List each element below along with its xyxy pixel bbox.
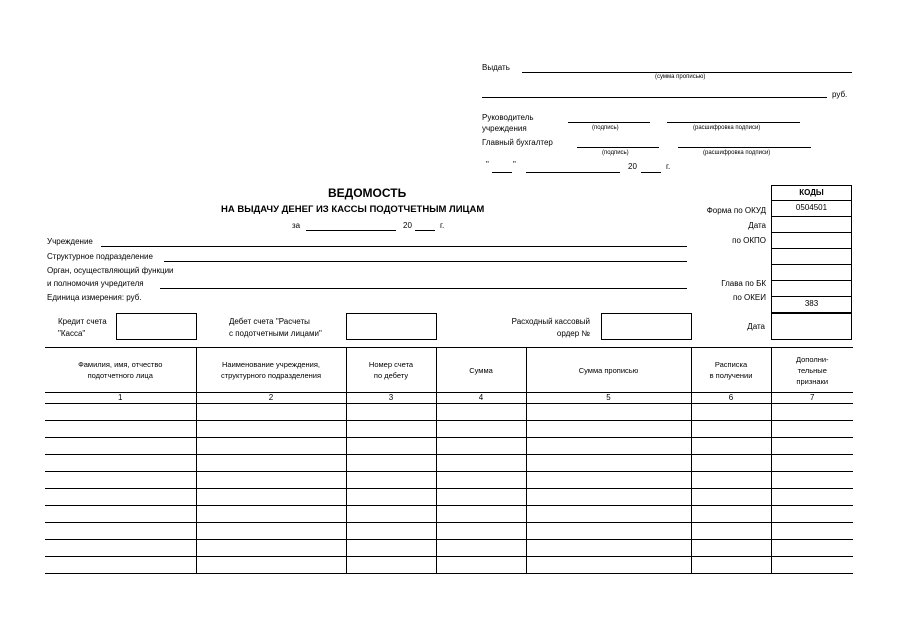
debit-label-2: с подотчетными лицами" (229, 329, 322, 338)
unit-label: Единица измерения: руб. (47, 293, 142, 302)
table-cell[interactable] (196, 506, 346, 523)
table-cell[interactable] (45, 506, 196, 523)
column-number: 6 (691, 393, 771, 404)
table-cell[interactable] (196, 523, 346, 540)
table-cell[interactable] (526, 557, 691, 574)
table-cell[interactable] (771, 540, 853, 557)
col-header-extra (771, 348, 853, 393)
institution-label: Учреждение (47, 237, 93, 246)
column-number: 7 (771, 393, 853, 404)
table-cell[interactable] (45, 523, 196, 540)
table-cell[interactable] (771, 438, 853, 455)
table-row (45, 523, 853, 540)
table-row (45, 489, 853, 506)
col7-line-b: тельные (797, 365, 827, 375)
table-cell[interactable] (45, 455, 196, 472)
sum-words-line[interactable] (482, 97, 827, 98)
table-cell[interactable] (196, 489, 346, 506)
table-cell[interactable] (691, 438, 771, 455)
head-signature-line[interactable] (568, 122, 650, 123)
issue-label: Выдать (482, 63, 510, 72)
okpo-code[interactable] (772, 232, 851, 248)
table-cell[interactable] (346, 438, 436, 455)
approval-month-line[interactable] (526, 172, 620, 173)
table-cell[interactable] (771, 523, 853, 540)
table-cell[interactable] (691, 557, 771, 574)
okei-label: по ОКЕИ (733, 293, 766, 302)
table-cell[interactable] (526, 472, 691, 489)
table-cell[interactable] (436, 506, 526, 523)
column-numbers-row (45, 393, 853, 404)
institution-line[interactable] (101, 246, 687, 247)
okud-code[interactable]: 0504501 (772, 200, 851, 216)
document-subtitle: НА ВЫДАЧУ ДЕНЕГ ИЗ КАССЫ ПОДОТЧЕТНЫМ ЛИЦАМ (221, 204, 485, 215)
codes-table (771, 185, 852, 313)
table-cell[interactable] (526, 540, 691, 557)
table-cell[interactable] (45, 489, 196, 506)
blank-code[interactable] (772, 248, 851, 264)
approval-year-line[interactable] (641, 172, 661, 173)
table-cell[interactable] (526, 438, 691, 455)
table-cell[interactable] (691, 489, 771, 506)
col6-line-a: Расписка (714, 360, 748, 369)
table-cell[interactable] (436, 472, 526, 489)
table-cell[interactable] (526, 523, 691, 540)
approval-day-line[interactable] (492, 172, 512, 173)
table-cell[interactable] (45, 472, 196, 489)
col1-line-b: подотчетного лица (87, 371, 153, 380)
table-row (45, 506, 853, 523)
table-cell[interactable] (346, 455, 436, 472)
table-cell[interactable] (526, 455, 691, 472)
column-number: 4 (436, 393, 526, 404)
column-number: 1 (45, 393, 196, 404)
codes-header: КОДЫ (799, 188, 824, 197)
authority-label-1: Орган, осуществляющий функции (47, 266, 174, 275)
issue-sum-line[interactable] (522, 72, 852, 73)
debit-label-1: Дебет счета "Расчеты (229, 317, 310, 326)
signature-caption-2: (подпись) (602, 150, 629, 156)
table-cell[interactable] (436, 404, 526, 421)
sum-words-caption: (сумма прописью) (655, 74, 706, 80)
table-cell[interactable] (771, 421, 853, 438)
table-cell[interactable] (196, 404, 346, 421)
table-cell[interactable] (436, 557, 526, 574)
table-cell[interactable] (771, 404, 853, 421)
document-title: ВЕДОМОСТЬ (328, 186, 407, 200)
col-header-institution (196, 348, 346, 393)
table-cell[interactable] (196, 472, 346, 489)
table-row (45, 557, 853, 574)
table-cell[interactable] (771, 472, 853, 489)
table-cell[interactable] (771, 489, 853, 506)
table-cell[interactable] (771, 455, 853, 472)
table-cell[interactable] (346, 557, 436, 574)
col-header-receipt (691, 348, 771, 393)
table-cell[interactable] (436, 421, 526, 438)
head-decoding-line[interactable] (667, 122, 800, 123)
table-cell[interactable] (196, 438, 346, 455)
subdivision-line[interactable] (164, 261, 687, 262)
table-row (45, 404, 853, 421)
head-label-1: Руководитель (482, 113, 534, 122)
table-cell[interactable] (691, 472, 771, 489)
table-cell[interactable] (691, 421, 771, 438)
col3-line-b: по дебету (373, 371, 409, 380)
table-cell[interactable] (436, 438, 526, 455)
col7-line-a: Дополни- (795, 354, 829, 364)
credit-account-box[interactable] (116, 313, 197, 340)
table-header-row (45, 348, 853, 393)
period-month-line[interactable] (306, 230, 396, 231)
table-cell[interactable] (691, 455, 771, 472)
debit-account-box[interactable] (346, 313, 437, 340)
col1-line-a: Фамилия, имя, отчество (78, 360, 163, 369)
table-cell[interactable] (436, 455, 526, 472)
col-header-sum: Сумма (436, 348, 526, 393)
table-cell[interactable] (346, 540, 436, 557)
table-cell[interactable] (691, 523, 771, 540)
column-number: 2 (196, 393, 346, 404)
period-for-label: за (292, 221, 301, 230)
table-cell[interactable] (45, 421, 196, 438)
column-number: 3 (346, 393, 436, 404)
order-date-box[interactable] (771, 313, 852, 340)
table-row (45, 540, 853, 557)
table-cell[interactable] (45, 438, 196, 455)
col-header-sum-words: Сумма прописью (526, 348, 691, 393)
table-cell[interactable] (346, 421, 436, 438)
table-cell[interactable] (526, 506, 691, 523)
chief-accountant-label: Главный бухгалтер (482, 138, 553, 147)
col7-line-c: признаки (796, 376, 829, 386)
period-year-suffix: г. (440, 221, 445, 230)
authority-label-2: и полномочия учредителя (47, 279, 144, 288)
okpo-label: по ОКПО (732, 236, 766, 245)
bk-label: Глава по БК (721, 279, 766, 288)
table-cell[interactable] (196, 540, 346, 557)
accountant-signature-line[interactable] (577, 147, 659, 148)
col-header-account (346, 348, 436, 393)
table-cell[interactable] (691, 506, 771, 523)
table-cell[interactable] (346, 506, 436, 523)
table-cell[interactable] (346, 404, 436, 421)
col3-line-a: Номер счета (368, 360, 414, 369)
bk-code[interactable] (772, 280, 851, 296)
signature-caption: (подпись) (592, 125, 619, 131)
table-cell[interactable] (45, 404, 196, 421)
table-cell[interactable] (526, 404, 691, 421)
date-label: Дата (748, 221, 766, 230)
table-cell[interactable] (436, 489, 526, 506)
order-label-1: Расходный кассовый (511, 317, 590, 326)
table-cell[interactable] (526, 489, 691, 506)
approval-year-prefix: 20 (628, 162, 637, 171)
rub-label: руб. (832, 90, 848, 99)
period-year-line[interactable] (415, 230, 435, 231)
order-label-2: ордер № (556, 329, 590, 338)
table-cell[interactable] (691, 540, 771, 557)
order-date-label: Дата (747, 322, 765, 331)
okei-code[interactable]: 383 (772, 296, 851, 312)
okud-label: Форма по ОКУД (706, 206, 766, 215)
accountant-decoding-line[interactable] (678, 147, 811, 148)
head-label-2: учреждения (482, 124, 527, 133)
table-cell[interactable] (196, 421, 346, 438)
decoding-caption-2: (расшифровка подписи) (703, 150, 771, 156)
column-number: 5 (526, 393, 691, 404)
table-row (45, 472, 853, 489)
col6-line-b: в получении (709, 371, 753, 380)
table-cell[interactable] (771, 557, 853, 574)
table-row (45, 421, 853, 438)
approval-year-suffix: г. (666, 162, 671, 171)
period-year-prefix: 20 (403, 221, 412, 230)
order-number-box[interactable] (601, 313, 692, 340)
table-cell[interactable] (45, 557, 196, 574)
table-cell[interactable] (346, 523, 436, 540)
table-cell[interactable] (436, 523, 526, 540)
table-row (45, 438, 853, 455)
col2-line-b: структурного подразделения (220, 371, 322, 380)
table-cell[interactable] (691, 404, 771, 421)
credit-label-2: "Касса" (58, 329, 86, 338)
date-code[interactable] (772, 216, 851, 232)
col-header-name (45, 348, 196, 393)
col2-line-a: Наименование учреждения, (221, 360, 321, 369)
table-cell[interactable] (196, 557, 346, 574)
authority-line[interactable] (160, 288, 687, 289)
blank-code-2[interactable] (772, 264, 851, 280)
table-cell[interactable] (436, 540, 526, 557)
date-quote-open: " (486, 160, 489, 169)
credit-label-1: Кредит счета (58, 317, 107, 326)
table-row (45, 455, 853, 472)
subdivision-label: Структурное подразделение (47, 252, 153, 261)
decoding-caption-1: (расшифровка подписи) (693, 125, 761, 131)
table-cell[interactable] (346, 472, 436, 489)
table-cell[interactable] (346, 489, 436, 506)
date-quote-close: " (513, 160, 516, 169)
table-cell[interactable] (526, 421, 691, 438)
main-table (45, 347, 853, 574)
table-cell[interactable] (45, 540, 196, 557)
table-cell[interactable] (771, 506, 853, 523)
table-cell[interactable] (196, 455, 346, 472)
